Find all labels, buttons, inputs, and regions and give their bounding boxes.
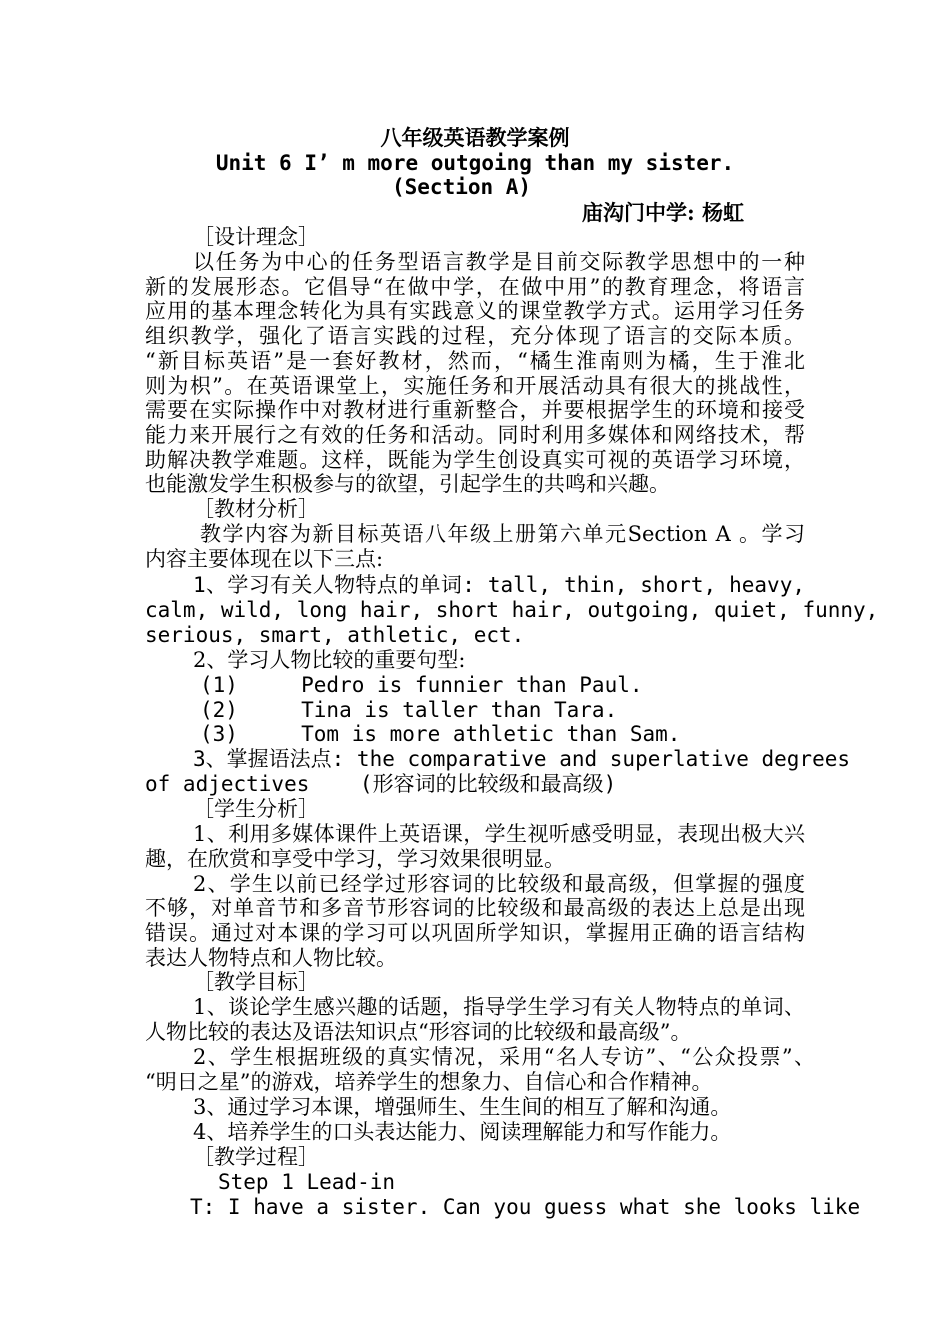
paragraph-line: 表达人物特点和人物比较。 <box>145 946 397 970</box>
paragraph-line: 新的发展形态。它倡导“在做中学，在做中用”的教育理念，将语言 <box>145 275 805 299</box>
heading-material: ［教材分析］ <box>193 497 319 521</box>
heading-students: ［学生分析］ <box>193 797 319 821</box>
section-label: (Section A) <box>392 175 532 199</box>
paragraph-line: 能力来开展行之有效的任务和活动。同时利用多媒体和网络技术，帮 <box>145 423 805 447</box>
heading-design: ［设计理念］ <box>193 225 319 249</box>
paragraph-line: of adjectives (形容词的比较级和最高级) <box>145 772 617 796</box>
author-line: 庙沟门中学: 杨虹 <box>582 200 745 225</box>
paragraph-line: 1、利用多媒体课件上英语课，学生视听感受明显，表现出极大兴 <box>193 822 805 846</box>
paragraph-line: 4、培养学生的口头表达能力、阅读理解能力和写作能力。 <box>193 1120 732 1144</box>
sentence-pattern: (3) Tom is more athletic than Sam. <box>200 722 681 746</box>
paragraph-line: 人物比较的表达及语法知识点“形容词的比较级和最高级”。 <box>145 1020 692 1044</box>
sentence-pattern: (2) Tina is taller than Tara. <box>200 698 618 722</box>
paragraph-line: 教学内容为新目标英语八年级上册第六单元Section A 。学习 <box>200 522 805 546</box>
paragraph-line: 内容主要体现在以下三点: <box>145 547 384 571</box>
paragraph-line: 2、学习人物比较的重要句型: <box>193 648 466 672</box>
paragraph-line: 2、学生以前已经学过形容词的比较级和最高级，但掌握的强度 <box>193 872 805 896</box>
document-title: 八年级英语教学案例 <box>380 125 570 150</box>
paragraph-line: 趣，在欣赏和享受中学习，学习效果很明显。 <box>145 847 565 871</box>
paragraph-line: 也能激发学生积极参与的欲望，引起学生的共鸣和兴趣。 <box>145 472 670 496</box>
paragraph-line: 错误。通过对本课的学习可以巩固所学知识，掌握用正确的语言结构 <box>145 921 805 945</box>
paragraph-line: 需要在实际操作中对教材进行重新整合，并要根据学生的环境和接受 <box>145 398 805 422</box>
paragraph-line: 以任务为中心的任务型语言教学是目前交际教学思想中的一种 <box>193 250 805 274</box>
step-label: Step 1 Lead-in <box>218 1170 396 1194</box>
paragraph-line: 1、学习有关人物特点的单词: tall, thin, short, heavy, <box>193 573 805 597</box>
paragraph-line: 应用的基本理念转化为具有实践意义的课堂教学方式。运用学习任务 <box>145 299 805 323</box>
paragraph-line: 不够，对单音节和多音节形容词的比较级和最高级的表达上总是出现 <box>145 896 805 920</box>
paragraph-line: serious, smart, athletic, ect. <box>145 623 525 647</box>
paragraph-line: T: I have a sister. Can you guess what she looks like <box>190 1195 861 1219</box>
paragraph-line: 3、掌握语法点: the comparative and superlative degrees <box>193 747 851 771</box>
unit-title: Unit 6 I’ m more outgoing than my sister. <box>215 151 735 175</box>
paragraph-line: 助解决教学难题。这样，既能为学生创设真实可视的英语学习环境， <box>145 448 805 472</box>
paragraph-line: 则为枳”。在英语课堂上，实施任务和开展活动具有很大的挑战性， <box>145 374 805 398</box>
paragraph-line: calm, wild, long hair, short hair, outgoing, quiet, funny, <box>145 598 879 622</box>
heading-goals: ［教学目标］ <box>193 970 319 994</box>
paragraph-line: “明日之星”的游戏，培养学生的想象力、自信心和合作精神。 <box>145 1070 713 1094</box>
paragraph-line: “新目标英语”是一套好教材，然而，“橘生淮南则为橘，生于淮北 <box>145 349 805 373</box>
paragraph-line: 1、谈论学生感兴趣的话题，指导学生学习有关人物特点的单词、 <box>193 995 805 1019</box>
paragraph-line: 组织教学，强化了语言实践的过程，充分体现了语言的交际本质。 <box>145 324 805 348</box>
heading-process: ［教学过程］ <box>193 1145 319 1169</box>
sentence-pattern: (1) Pedro is funnier than Paul. <box>200 673 643 697</box>
paragraph-line: 2、学生根据班级的真实情况，采用“名人专访”、“公众投票”、 <box>193 1045 815 1069</box>
paragraph-line: 3、通过学习本课，增强师生、生生间的相互了解和沟通。 <box>193 1095 732 1119</box>
